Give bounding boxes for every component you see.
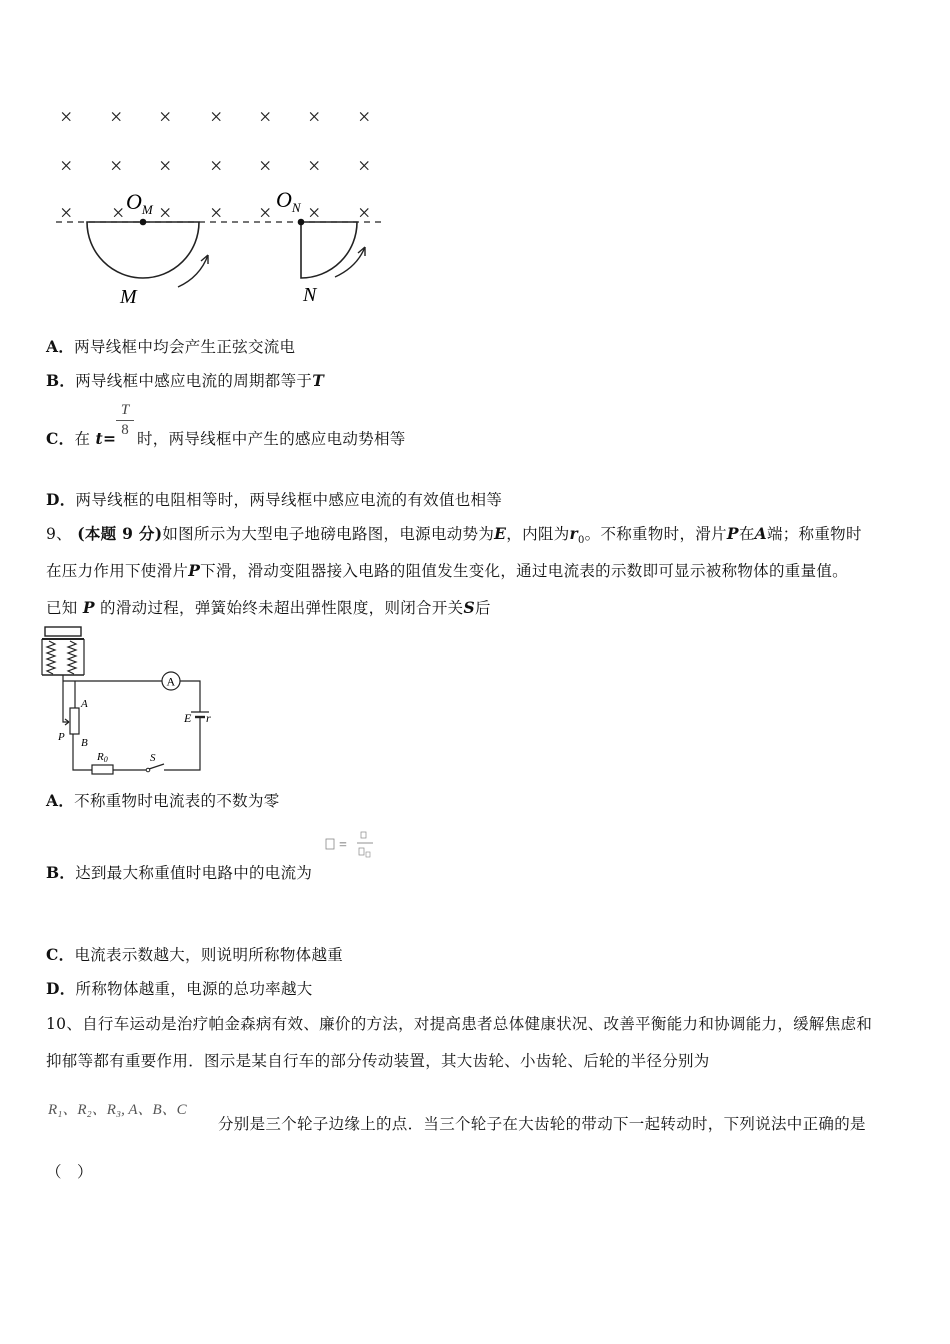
label-r0: R0	[97, 751, 108, 764]
cross-mark: ×	[358, 200, 371, 225]
q9-option-c: C．电流表示数越大，则说明所称物体越重	[46, 945, 344, 964]
q9-stem-line2: 在压力作用下使滑片P下滑，滑动变阻器接入电路的阻值发生变化，通过电流表的示数即可显示被称物体的重量值。	[46, 561, 848, 580]
rheostat	[70, 708, 79, 734]
q8-option-a: A．两导线框中均会产生正弦交流电	[46, 337, 296, 356]
ammeter-label: A	[166, 674, 176, 689]
semicircle-loop-m	[87, 222, 199, 278]
cross-mark: ×	[159, 153, 172, 178]
cross-mark: ×	[60, 153, 73, 178]
cross-mark: ×	[358, 153, 371, 178]
slider-p	[63, 681, 69, 722]
q8-option-c: C．在 t=	[46, 429, 117, 448]
cross-mark: ×	[210, 153, 223, 178]
cross-mark: ×	[112, 200, 125, 225]
cross-mark: ×	[110, 104, 123, 129]
cross-mark: ×	[308, 104, 321, 129]
q9-option-b: B．达到最大称重值时电路中的电流为	[46, 863, 313, 882]
answer-parentheses: （ ）	[46, 1163, 93, 1181]
q8-option-b: B．两导线框中感应电流的周期都等于T	[46, 371, 325, 390]
cross-mark: ×	[259, 153, 272, 178]
q9-option-a: A．不称重物时电流表的不数为零	[46, 791, 280, 810]
cross-mark: ×	[308, 153, 321, 178]
fraction-numerator: T	[120, 402, 130, 418]
q9-option-b-formula	[325, 830, 377, 862]
label-a: A	[81, 698, 88, 710]
cross-mark: ×	[159, 104, 172, 129]
rotation-arrow-m	[178, 255, 208, 287]
pivot-om	[140, 219, 147, 226]
cross-mark: ×	[60, 200, 73, 225]
q8-option-c-rest: 时，两导线框中产生的感应电动势相等	[137, 430, 406, 448]
label-om: $O_M$	[126, 189, 153, 217]
q10-stem-line3: 分别是三个轮子边缘上的点．当三个轮子在大齿轮的带动下一起转动时，下列说法中正确的是	[218, 1115, 866, 1133]
cross-mark: ×	[210, 200, 223, 225]
magnetic-field-figure	[40, 95, 400, 320]
scale-circuit-figure	[40, 625, 220, 780]
label-on: $O_N$	[276, 187, 301, 215]
label-n: N	[303, 284, 317, 306]
label-r: r	[206, 711, 211, 725]
label-m: M	[120, 286, 137, 308]
cross-mark: ×	[308, 200, 321, 225]
pivot-on	[298, 219, 305, 226]
spring-right	[68, 641, 76, 674]
formula-equals: =	[339, 838, 347, 853]
q8-fraction	[116, 402, 134, 439]
spring-left	[47, 641, 55, 674]
q10-stem-line1: 10、自行车运动是治疗帕金森病有效、廉价的方法，对提高患者总体健康状况、改善平衡能力和协调能力，缓解焦虑和	[46, 1015, 873, 1033]
q9-option-d: D．所称物体越重，电源的总功率越大	[46, 979, 313, 998]
label-p: P	[58, 731, 65, 743]
label-s: S	[150, 752, 156, 764]
q8-option-d: D．两导线框的电阻相等时，两导线框中感应电流的有效值也相等	[46, 490, 503, 509]
weighing-platform	[45, 627, 81, 636]
resistor-r0	[92, 765, 113, 774]
cross-mark: ×	[210, 104, 223, 129]
cross-mark: ×	[159, 200, 172, 225]
label-b: B	[81, 737, 88, 749]
switch-blade	[149, 764, 164, 769]
fraction-denominator: 8	[121, 422, 129, 438]
q9-stem-line1: 9、 (本题 9 分)如图所示为大型电子地磅电路图，电源电动势为E，内阻为$r_0$。不称重物时，滑片P在A端；称重物时	[46, 524, 862, 547]
q10-variables: R₁、R₂、R₃, A、B、C	[48, 1102, 187, 1118]
q10-stem-line2: 抑郁等都有重要作用．图示是某自行车的部分传动装置，其大齿轮、小齿轮、后轮的半径分别为	[46, 1052, 710, 1070]
label-e: E	[184, 711, 192, 725]
cross-mark: ×	[60, 104, 73, 129]
cross-mark: ×	[259, 200, 272, 225]
cross-mark: ×	[259, 104, 272, 129]
q9-stem-line3: 已知 P 的滑动过程，弹簧始终未超出弹性限度，则闭合开关S后	[46, 598, 491, 617]
cross-mark: ×	[358, 104, 371, 129]
field-crosses	[60, 104, 370, 225]
cross-mark: ×	[110, 153, 123, 178]
